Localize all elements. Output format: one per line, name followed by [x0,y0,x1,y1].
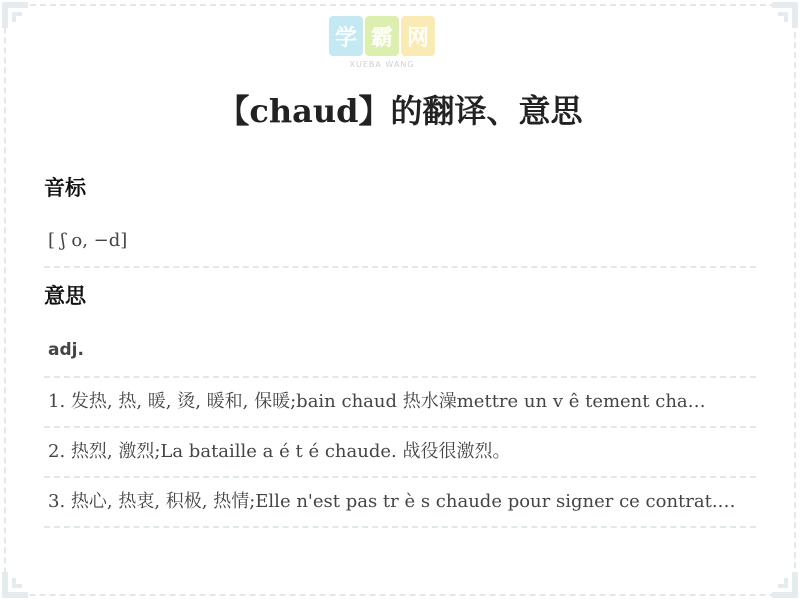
entry-content [44,160,756,528]
logo-subtitle: XUEBA WANG [349,60,415,69]
page-title: 【chaud】的翻译、意思 [217,92,583,130]
corner-ornament-icon [766,566,800,600]
meaning-item[interactable]: 2. 热烈, 激烈;La bataille a é t é chaude. 战役很激烈。 [44,428,756,478]
corner-ornament-icon [0,566,34,600]
part-of-speech: adj. [44,324,756,378]
meaning-heading: 意思 [44,284,86,308]
meaning-item[interactable]: 1. 发热, 热, 暖, 烫, 暖和, 保暖;bain chaud 热水澡mettre un v ê tement cha… [44,378,756,428]
logo-tile: 网 [401,16,435,56]
logo-tile: 学 [329,16,363,56]
site-logo[interactable] [326,16,438,78]
corner-ornament-icon [0,0,34,34]
phonetic-heading: 音标 [44,176,86,200]
phonetic-text: [ ʃ o, −d] [44,216,756,268]
logo-tile: 霸 [365,16,399,56]
corner-ornament-icon [766,0,800,34]
meaning-item[interactable]: 3. 热心, 热衷, 积极, 热情;Elle n'est pas tr è s chaude pour signer ce contrat.… [44,478,756,528]
